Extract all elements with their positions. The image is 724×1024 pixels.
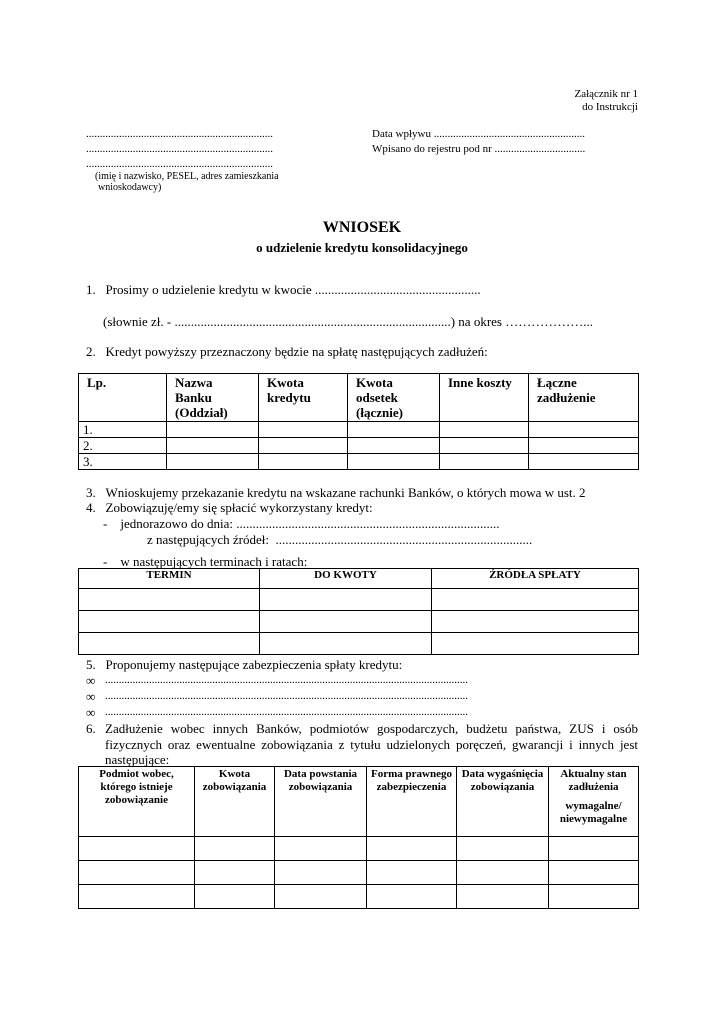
header-entity: Podmiot wobec, którego istnieje zobowiązanie xyxy=(79,767,195,837)
header-current-debt xyxy=(549,767,639,837)
attachment-number: Załącznik nr 1 xyxy=(574,88,638,100)
attachment-reference: do Instrukcji xyxy=(582,101,638,113)
table-cell[interactable] xyxy=(432,633,639,655)
header-current-debt-title: Aktualny stan zadłużenia xyxy=(560,768,627,793)
section-6-text-3: następujące: xyxy=(105,752,170,767)
table-cell[interactable] xyxy=(529,422,639,438)
table-cell[interactable] xyxy=(259,454,348,470)
repay-once-date-field[interactable]: - jednorazowo do dnia: ................................................................................. xyxy=(103,516,500,531)
table-cell[interactable] xyxy=(367,861,457,885)
section-2-intro: 2. Kredyt powyższy przeznaczony będzie na spłatę następujących zadłużeń: xyxy=(86,344,488,359)
document-title: WNIOSEK xyxy=(322,219,402,236)
table-cell[interactable] xyxy=(79,611,260,633)
table-cell[interactable] xyxy=(440,454,529,470)
table-row xyxy=(79,438,639,454)
header-loan-amount: Kwota kredytu xyxy=(259,374,348,422)
applicant-line-3[interactable]: .................................................................... xyxy=(86,158,273,170)
table-cell[interactable] xyxy=(79,861,195,885)
liabilities-table xyxy=(78,766,639,909)
table-cell[interactable] xyxy=(275,885,367,909)
table-cell[interactable] xyxy=(275,861,367,885)
table-row xyxy=(79,633,639,655)
table-cell[interactable] xyxy=(260,633,432,655)
table-row xyxy=(79,422,639,438)
receipt-date-field[interactable]: Data wpływu ....................................................... xyxy=(372,128,585,140)
section-1-amount[interactable]: 1. Prosimy o udzielenie kredytu w kwocie ................................................... xyxy=(86,282,481,297)
table-cell[interactable] xyxy=(457,885,549,909)
table-cell[interactable] xyxy=(549,837,639,861)
security-line-2[interactable]: .................................................................................................................................... xyxy=(105,690,468,702)
liabilities-table-header xyxy=(79,767,639,837)
table-cell[interactable] xyxy=(195,837,275,861)
applicant-line-1[interactable]: .................................................................... xyxy=(86,128,273,140)
table-cell[interactable] xyxy=(275,837,367,861)
table-cell[interactable] xyxy=(167,422,259,438)
table-cell[interactable] xyxy=(432,589,639,611)
table-cell[interactable] xyxy=(260,611,432,633)
section-6-text-2: fizycznych oraz ewentualne zobowiązania z tytułu udzielonych poręczeń, gwarancji i innych jest xyxy=(105,737,638,752)
header-security-form: Forma prawnego zabezpieczenia xyxy=(367,767,457,837)
table-row xyxy=(79,885,639,909)
header-total-debt: Łączne zadłużenie xyxy=(529,374,639,422)
header-lp: Lp. xyxy=(79,374,167,422)
table-cell[interactable] xyxy=(440,438,529,454)
security-line-1[interactable]: .................................................................................................................................... xyxy=(105,674,468,686)
table-cell[interactable] xyxy=(549,861,639,885)
table-cell[interactable] xyxy=(457,861,549,885)
table-cell[interactable] xyxy=(367,885,457,909)
table-cell[interactable] xyxy=(432,611,639,633)
header-other-costs: Inne koszty xyxy=(440,374,529,422)
table-row xyxy=(79,454,639,470)
header-interest-amount: Kwota odsetek (łącznie) xyxy=(348,374,440,422)
debts-table xyxy=(78,373,639,470)
table-cell[interactable] xyxy=(440,422,529,438)
table-cell[interactable] xyxy=(457,837,549,861)
table-row xyxy=(79,589,639,611)
table-cell[interactable] xyxy=(259,438,348,454)
repay-sources-field[interactable]: z następujących źródeł: ............................................................................... xyxy=(147,532,533,547)
row-number: 3. xyxy=(79,454,167,470)
table-row xyxy=(79,861,639,885)
table-cell[interactable] xyxy=(260,589,432,611)
table-cell[interactable] xyxy=(79,633,260,655)
table-cell[interactable] xyxy=(259,422,348,438)
register-number-field[interactable]: Wpisano do rejestru pod nr ................................. xyxy=(372,143,586,155)
bullet-icon: ∞ xyxy=(86,689,96,704)
table-cell[interactable] xyxy=(167,454,259,470)
debts-table-header xyxy=(79,374,639,422)
table-row xyxy=(79,837,639,861)
applicant-caption-2: wnioskodawcy) xyxy=(98,182,162,193)
section-6-number: 6. xyxy=(86,721,96,736)
installments-table xyxy=(78,568,639,655)
security-line-3[interactable]: .................................................................................................................................... xyxy=(105,706,468,718)
header-up-to-amount: DO KWOTY xyxy=(260,569,432,589)
header-liability-amount: Kwota zobowiązania xyxy=(195,767,275,837)
row-number: 1. xyxy=(79,422,167,438)
bullet-icon: ∞ xyxy=(86,705,96,720)
table-cell[interactable] xyxy=(529,454,639,470)
table-row xyxy=(79,611,639,633)
section-4-intro: 4. Zobowiązuję/emy się spłacić wykorzystany kredyt: xyxy=(86,500,373,515)
table-cell[interactable] xyxy=(195,885,275,909)
table-cell[interactable] xyxy=(348,422,440,438)
header-bank-name: Nazwa Banku (Oddział) xyxy=(167,374,259,422)
installments-table-header xyxy=(79,569,639,589)
section-1-words-period[interactable]: (słownie zł. - .....................................................................................) na okres ………………... xyxy=(103,314,593,329)
table-cell[interactable] xyxy=(79,837,195,861)
applicant-line-2[interactable]: .................................................................... xyxy=(86,143,273,155)
table-cell[interactable] xyxy=(549,885,639,909)
row-number: 2. xyxy=(79,438,167,454)
section-5-intro: 5. Proponujemy następujące zabezpieczenia spłaty kredytu: xyxy=(86,657,403,672)
table-cell[interactable] xyxy=(167,438,259,454)
header-origin-date: Data powstania zobowiązania xyxy=(275,767,367,837)
header-term: TERMIN xyxy=(79,569,260,589)
table-cell[interactable] xyxy=(348,454,440,470)
table-cell[interactable] xyxy=(529,438,639,454)
header-expiry-date: Data wygaśnięcia zobowiązania xyxy=(457,767,549,837)
table-cell[interactable] xyxy=(79,589,260,611)
table-cell[interactable] xyxy=(195,861,275,885)
repay-installments-label: - w następujących terminach i ratach: xyxy=(103,554,308,569)
table-cell[interactable] xyxy=(79,885,195,909)
table-cell[interactable] xyxy=(367,837,457,861)
header-repayment-sources: ŹRÓDŁA SPŁATY xyxy=(432,569,639,589)
applicant-caption-1: (imię i nazwisko, PESEL, adres zamieszkania xyxy=(95,171,279,182)
header-current-debt-status: wymagalne/ niewymagalne xyxy=(559,800,628,825)
section-3-text: 3. Wnioskujemy przekazanie kredytu na wskazane rachunki Banków, o których mowa w ust. 2 xyxy=(86,485,586,500)
document-subtitle: o udzielenie kredytu konsolidacyjnego xyxy=(256,240,468,255)
table-cell[interactable] xyxy=(348,438,440,454)
section-6-text-1: Zadłużenie wobec innych Banków, podmiotów gospodarczych, budżetu państwa, ZUS i osób xyxy=(105,721,638,736)
bullet-icon: ∞ xyxy=(86,673,96,688)
